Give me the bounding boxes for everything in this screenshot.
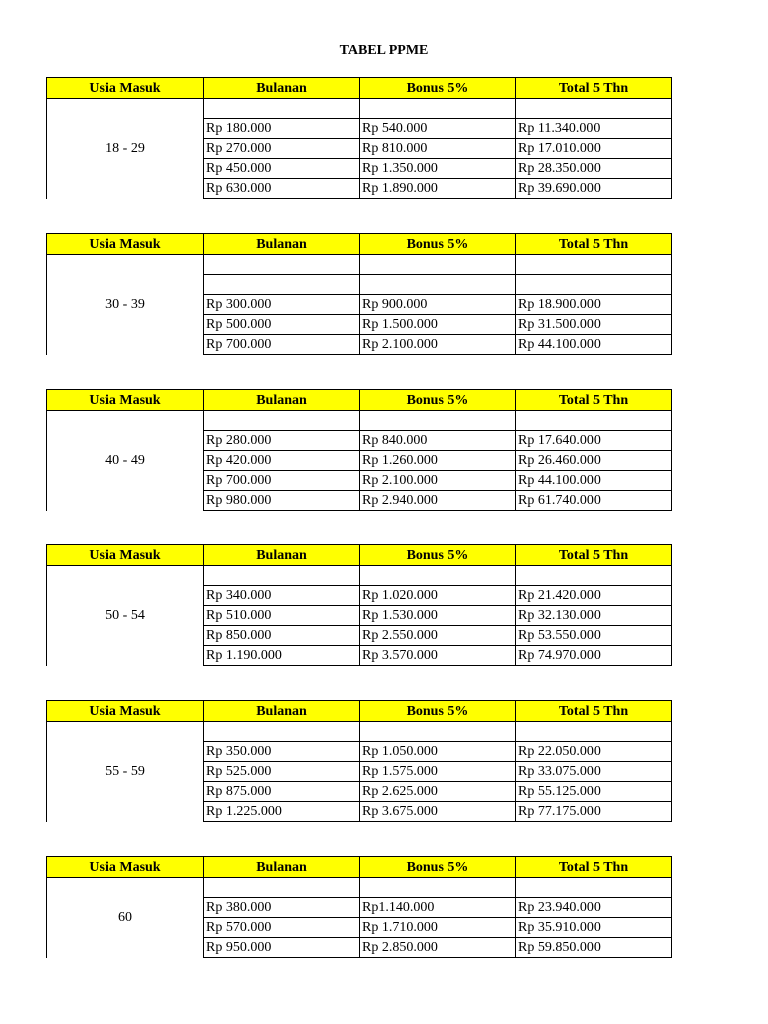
monthly-cell: Rp 380.000 [204,898,360,918]
total-cell: Rp 22.050.000 [516,742,672,762]
total-cell [516,99,672,119]
monthly-cell [204,411,360,431]
age-range-cell: 55 - 59 [47,722,204,822]
bonus-cell: Rp 1.530.000 [360,606,516,626]
bonus-cell: Rp 3.675.000 [360,802,516,822]
ppme-table [46,77,672,199]
column-header: Bulanan [204,701,360,722]
monthly-cell: Rp 570.000 [204,918,360,938]
total-cell: Rp 53.550.000 [516,626,672,646]
total-cell [516,878,672,898]
total-cell: Rp 11.340.000 [516,119,672,139]
monthly-cell: Rp 850.000 [204,626,360,646]
total-cell: Rp 21.420.000 [516,586,672,606]
total-cell: Rp 17.010.000 [516,139,672,159]
column-header: Bulanan [204,234,360,255]
total-cell: Rp 77.175.000 [516,802,672,822]
ppme-table [46,544,672,666]
ppme-table [46,233,672,355]
header-row [47,857,672,878]
header-row [47,78,672,99]
bonus-cell: Rp 1.710.000 [360,918,516,938]
monthly-cell: Rp 450.000 [204,159,360,179]
column-header: Usia Masuk [47,857,204,878]
monthly-cell: Rp 980.000 [204,491,360,511]
total-cell: Rp 33.075.000 [516,762,672,782]
monthly-cell: Rp 510.000 [204,606,360,626]
column-header: Usia Masuk [47,234,204,255]
bonus-cell: Rp 2.550.000 [360,626,516,646]
total-cell: Rp 44.100.000 [516,335,672,355]
monthly-cell: Rp 270.000 [204,139,360,159]
total-cell [516,411,672,431]
bonus-cell: Rp 2.850.000 [360,938,516,958]
column-header: Bonus 5% [360,857,516,878]
bonus-cell [360,411,516,431]
bonus-cell: Rp1.140.000 [360,898,516,918]
bonus-cell: Rp 1.050.000 [360,742,516,762]
column-header: Bonus 5% [360,78,516,99]
column-header: Total 5 Thn [516,701,672,722]
age-range-cell: 18 - 29 [47,99,204,199]
table-row [47,722,672,742]
total-cell: Rp 26.460.000 [516,451,672,471]
age-range-cell: 60 [47,878,204,958]
monthly-cell: Rp 700.000 [204,335,360,355]
header-row [47,390,672,411]
monthly-cell [204,566,360,586]
ppme-table [46,700,672,822]
bonus-cell [360,722,516,742]
total-cell: Rp 44.100.000 [516,471,672,491]
bonus-cell: Rp 2.940.000 [360,491,516,511]
monthly-cell: Rp 700.000 [204,471,360,491]
monthly-cell [204,275,360,295]
column-header: Bonus 5% [360,701,516,722]
table-row [47,255,672,275]
table-row [47,99,672,119]
column-header: Bonus 5% [360,390,516,411]
header-row [47,234,672,255]
column-header: Bulanan [204,857,360,878]
total-cell: Rp 32.130.000 [516,606,672,626]
bonus-cell: Rp 1.500.000 [360,315,516,335]
monthly-cell: Rp 525.000 [204,762,360,782]
bonus-cell: Rp 1.575.000 [360,762,516,782]
bonus-cell: Rp 810.000 [360,139,516,159]
monthly-cell: Rp 950.000 [204,938,360,958]
bonus-cell [360,275,516,295]
bonus-cell: Rp 1.020.000 [360,586,516,606]
total-cell: Rp 61.740.000 [516,491,672,511]
monthly-cell: Rp 630.000 [204,179,360,199]
bonus-cell [360,99,516,119]
total-cell: Rp 59.850.000 [516,938,672,958]
page-title: TABEL PPME [339,43,429,58]
total-cell [516,722,672,742]
monthly-cell: Rp 1.190.000 [204,646,360,666]
header-row [47,545,672,566]
total-cell: Rp 74.970.000 [516,646,672,666]
column-header: Bulanan [204,545,360,566]
monthly-cell: Rp 300.000 [204,295,360,315]
total-cell: Rp 28.350.000 [516,159,672,179]
total-cell [516,255,672,275]
monthly-cell: Rp 350.000 [204,742,360,762]
ppme-table [46,856,672,958]
monthly-cell: Rp 500.000 [204,315,360,335]
total-cell: Rp 55.125.000 [516,782,672,802]
total-cell: Rp 17.640.000 [516,431,672,451]
bonus-cell: Rp 3.570.000 [360,646,516,666]
monthly-cell [204,99,360,119]
header-row [47,701,672,722]
column-header: Total 5 Thn [516,545,672,566]
age-range-cell: 40 - 49 [47,411,204,511]
column-header: Total 5 Thn [516,78,672,99]
total-cell: Rp 39.690.000 [516,179,672,199]
column-header: Bonus 5% [360,234,516,255]
monthly-cell: Rp 280.000 [204,431,360,451]
column-header: Bonus 5% [360,545,516,566]
bonus-cell: Rp 2.100.000 [360,471,516,491]
column-header: Total 5 Thn [516,390,672,411]
monthly-cell [204,255,360,275]
monthly-cell [204,722,360,742]
table-row [47,411,672,431]
column-header: Total 5 Thn [516,234,672,255]
column-header: Usia Masuk [47,78,204,99]
monthly-cell: Rp 875.000 [204,782,360,802]
bonus-cell [360,566,516,586]
column-header: Usia Masuk [47,390,204,411]
total-cell: Rp 23.940.000 [516,898,672,918]
table-row [47,878,672,898]
total-cell: Rp 35.910.000 [516,918,672,938]
column-header: Usia Masuk [47,701,204,722]
monthly-cell [204,878,360,898]
monthly-cell: Rp 420.000 [204,451,360,471]
column-header: Usia Masuk [47,545,204,566]
bonus-cell: Rp 2.625.000 [360,782,516,802]
ppme-table [46,389,672,511]
age-range-cell: 30 - 39 [47,255,204,355]
bonus-cell: Rp 840.000 [360,431,516,451]
total-cell [516,275,672,295]
column-header: Total 5 Thn [516,857,672,878]
bonus-cell: Rp 1.350.000 [360,159,516,179]
monthly-cell: Rp 180.000 [204,119,360,139]
bonus-cell: Rp 540.000 [360,119,516,139]
column-header: Bulanan [204,78,360,99]
table-row [47,566,672,586]
column-header: Bulanan [204,390,360,411]
bonus-cell: Rp 2.100.000 [360,335,516,355]
bonus-cell [360,255,516,275]
age-range-cell: 50 - 54 [47,566,204,666]
total-cell: Rp 18.900.000 [516,295,672,315]
bonus-cell: Rp 1.890.000 [360,179,516,199]
bonus-cell: Rp 900.000 [360,295,516,315]
monthly-cell: Rp 1.225.000 [204,802,360,822]
total-cell: Rp 31.500.000 [516,315,672,335]
bonus-cell: Rp 1.260.000 [360,451,516,471]
monthly-cell: Rp 340.000 [204,586,360,606]
bonus-cell [360,878,516,898]
total-cell [516,566,672,586]
